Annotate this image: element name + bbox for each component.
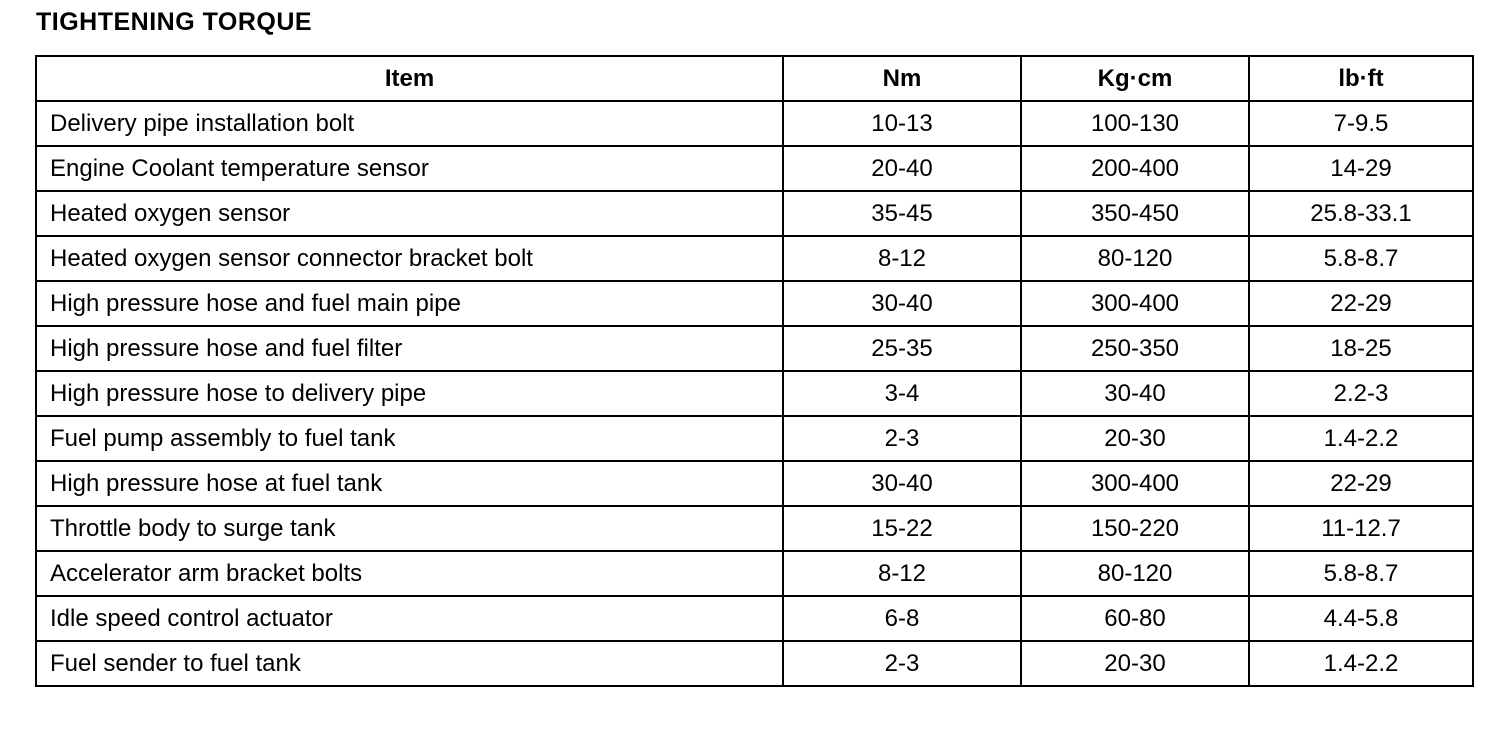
kgcm-cell: 80-120	[1021, 551, 1249, 596]
table-row	[36, 461, 1473, 506]
kgcm-cell: 150-220	[1021, 506, 1249, 551]
item-cell: High pressure hose at fuel tank	[36, 461, 783, 506]
kgcm-cell: 100-130	[1021, 101, 1249, 146]
table-row	[36, 326, 1473, 371]
kgcm-cell: 60-80	[1021, 596, 1249, 641]
item-cell: Engine Coolant temperature sensor	[36, 146, 783, 191]
item-cell: Delivery pipe installation bolt	[36, 101, 783, 146]
kgcm-cell: 20-30	[1021, 641, 1249, 686]
lbft-cell: 4.4-5.8	[1249, 596, 1473, 641]
torque-table	[35, 55, 1474, 687]
nm-cell: 20-40	[783, 146, 1021, 191]
nm-cell: 35-45	[783, 191, 1021, 236]
lbft-cell: 7-9.5	[1249, 101, 1473, 146]
table-row	[36, 416, 1473, 461]
table-row	[36, 101, 1473, 146]
kgcm-cell: 20-30	[1021, 416, 1249, 461]
lbft-cell: 5.8-8.7	[1249, 236, 1473, 281]
table-row	[36, 371, 1473, 416]
lbft-cell: 5.8-8.7	[1249, 551, 1473, 596]
item-cell: Accelerator arm bracket bolts	[36, 551, 783, 596]
kgcm-cell: 200-400	[1021, 146, 1249, 191]
nm-cell: 2-3	[783, 641, 1021, 686]
item-cell: Heated oxygen sensor	[36, 191, 783, 236]
table-row	[36, 641, 1473, 686]
column-header-lbft: lb·ft	[1249, 56, 1473, 101]
kgcm-cell: 300-400	[1021, 461, 1249, 506]
kgcm-cell: 250-350	[1021, 326, 1249, 371]
lbft-cell: 1.4-2.2	[1249, 641, 1473, 686]
lbft-cell: 14-29	[1249, 146, 1473, 191]
nm-cell: 10-13	[783, 101, 1021, 146]
kgcm-cell: 300-400	[1021, 281, 1249, 326]
lbft-cell: 11-12.7	[1249, 506, 1473, 551]
item-cell: High pressure hose and fuel filter	[36, 326, 783, 371]
table-row	[36, 146, 1473, 191]
nm-cell: 6-8	[783, 596, 1021, 641]
kgcm-cell: 350-450	[1021, 191, 1249, 236]
nm-cell: 8-12	[783, 236, 1021, 281]
table-row	[36, 551, 1473, 596]
lbft-cell: 18-25	[1249, 326, 1473, 371]
page-title: TIGHTENING TORQUE	[36, 8, 313, 36]
item-cell: Idle speed control actuator	[36, 596, 783, 641]
lbft-cell: 1.4-2.2	[1249, 416, 1473, 461]
column-header-nm: Nm	[783, 56, 1021, 101]
table-row	[36, 281, 1473, 326]
nm-cell: 25-35	[783, 326, 1021, 371]
table-row	[36, 191, 1473, 236]
nm-cell: 30-40	[783, 281, 1021, 326]
kgcm-cell: 30-40	[1021, 371, 1249, 416]
lbft-cell: 22-29	[1249, 281, 1473, 326]
item-cell: Fuel pump assembly to fuel tank	[36, 416, 783, 461]
kgcm-cell: 80-120	[1021, 236, 1249, 281]
nm-cell: 30-40	[783, 461, 1021, 506]
nm-cell: 2-3	[783, 416, 1021, 461]
column-header-item: Item	[36, 56, 783, 101]
lbft-cell: 2.2-3	[1249, 371, 1473, 416]
nm-cell: 3-4	[783, 371, 1021, 416]
table-header-row	[36, 56, 1473, 101]
lbft-cell: 25.8-33.1	[1249, 191, 1473, 236]
item-cell: Heated oxygen sensor connector bracket bolt	[36, 236, 783, 281]
table-row	[36, 596, 1473, 641]
nm-cell: 15-22	[783, 506, 1021, 551]
lbft-cell: 22-29	[1249, 461, 1473, 506]
item-cell: High pressure hose and fuel main pipe	[36, 281, 783, 326]
column-header-kgcm: Kg·cm	[1021, 56, 1249, 101]
table-row	[36, 236, 1473, 281]
item-cell: Throttle body to surge tank	[36, 506, 783, 551]
nm-cell: 8-12	[783, 551, 1021, 596]
item-cell: High pressure hose to delivery pipe	[36, 371, 783, 416]
table-row	[36, 506, 1473, 551]
item-cell: Fuel sender to fuel tank	[36, 641, 783, 686]
